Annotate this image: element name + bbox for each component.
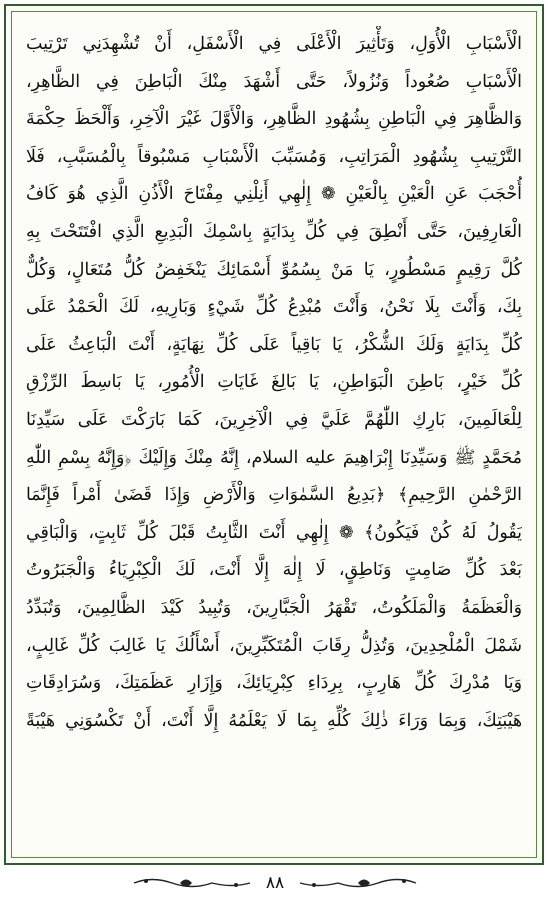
text-line: شَمْلَ الْمُلْحِدِينَ، وَتُذِلُّ رِقَابَ الْمُتَكَبِّرِينَ، أَسْأَلُكَ يَا غَالِبَ كُلِّ غَالِبٍ، [26,635,522,656]
floral-scroll-ornament-icon [298,874,418,892]
text-line: كُلِّ بِدَايَةٍ وَلَكَ الشُّكْرُ، يَا بَاقِياً عَلَى كُلِّ نِهَايَةٍ، أَنْتَ الْبَاعِثُ عَلَى [26,334,522,355]
text-line: يَقُولُ لَهُ كُنْ فَيَكُونُ﴾ ❁ إِلٰهِي أَنْتَ الثَّابِتُ قَبْلَ كُلِّ ثَابِتٍ، وَالْبَاقِي [26,522,522,543]
text-line: لِلْعَالَمِينَ، بَارِكِ اللّٰهُمَّ عَلَيَّ فِي الْآخِرِينَ، كَمَا بَارَكْتَ عَلَى سَيِّدِنَا [26,409,522,430]
page-number: ٨٨ [265,873,285,893]
text-line: وَالظَّاهِرَ فِي الْبَاطِنِ بِشُهُودِ الظَّاهِرِ، وَالْأَوَّلَ غَيْرَ الْآخِرِ، وَأَلْحَظَ حِكْمَةَ [26,109,522,130]
text-line: هَيْبَتِكَ، وَبِمَا وَرَاءَ ذٰلِكَ كُلِّهِ بِمَا لَا يَعْلَمُهُ إِلَّا أَنْتَ، أَنْ تَكْسُوَنِي هَيْبَةً [26,710,522,731]
page-footer [0,868,550,898]
text-line: وَيَا مُدْرِكَ كُلِّ هَارِبٍ، بِرِدَاءِ كِبْرِيَائِكَ، وَإِزَارِ عَظَمَتِكَ، وَسُرَادِقَاتِ [26,673,522,694]
floral-scroll-ornament-icon [132,874,252,892]
text-line: أُحْجَبَ عَنِ الْعَيْنِ بِالْعَيْنِ ❁ إِلٰهِي أَنِلْنِي مِفْتَاحَ الْأَذُنِ الَّذِي هُوَ كَافُ [26,184,522,205]
text-line: وَالْعَظَمَةُ وَالْمَلَكُوتُ، تَقْهَرُ الْجَبَّارِينَ، وَتُبِيدُ كَيْدَ الظَّالِمِينَ، وَتُبَدِّدُ [26,597,522,618]
text-line: كُلَّ رَقِيمٍ مَسْطُورٍ، يَا مَنْ بِسُمُوِّ أَسْمَائِكَ يَنْخَفِضُ كُلُّ مُتَعَالٍ، وَكُلٌّ [26,259,522,280]
text-line: الْعَارِفِينَ، حَتَّى أَنْطِقَ فِي كُلِّ بِدَايَةٍ بِاسْمِكَ الْبَدِيعِ الَّذِي افْتَتَحْتَ بِهِ [26,221,522,242]
text-line: الرَّحْمٰنِ الرَّحِيمِ﴾ ﴿بَدِيعُ السَّمٰوَاتِ وَالْأَرْضِ وَإِذَا قَضَىٰ أَمْراً فَإِنَّمَا [26,485,522,506]
text-line: بَعْدَ كُلِّ صَامِتٍ وَنَاطِقٍ، لَا إِلٰهَ إِلَّا أَنْتَ، لَكَ الْكِبْرِيَاءُ وَالْجَبَرُوتُ [26,560,522,581]
text-line: بِكَ، وَأَنْتَ بِلَا نَحْنُ، وَأَنْتَ مُبْدِعُ كُلِّ شَيْءٍ وَبَارِيهِ، لَكَ الْحَمْدُ عَلَى [26,297,522,318]
text-block [26,26,522,847]
text-line: كُلِّ خَيْرٍ، بَاطِنَ الْبَوَاطِنِ، يَا بَالِغَ غَايَاتِ الْأُمُورِ، يَا بَاسِطَ الرِّزْقِ [26,372,522,393]
page-frame [4,4,544,865]
text-line: التَّرْتِيبِ بِشُهُودِ الْمَرَاتِبِ، وَمُسَبِّبَ الْأَسْبَابِ مَسْبُوقاً بِالْمُسَبَّبِ، فَلَا [26,146,522,167]
page-frame-inner [11,11,537,858]
text-line: مُحَمَّدٍ ﷺ وَسَيِّدِنَا إِبْرَاهِيمَ عليه السلام، إِنَّهُ مِنْكَ وَإِلَيْكَ ﴿وَإِنَّهُ بِسْمِ اللّٰهِ [26,447,522,468]
text-line: الْأَسْبَابِ الْأُوَلِ، وَتَأْثِيرَ الْأَعْلَى فِي الْأَسْفَلِ، أَنْ تُشْهِدَنِي تَرْتِيبَ [26,34,522,54]
text-line: الْأَسْبَابِ صُعُوداً وَنُزُولاً، حَتَّى أَشْهَدَ مِنْكَ الْبَاطِنَ فِي الظَّاهِرِ، [26,71,522,92]
